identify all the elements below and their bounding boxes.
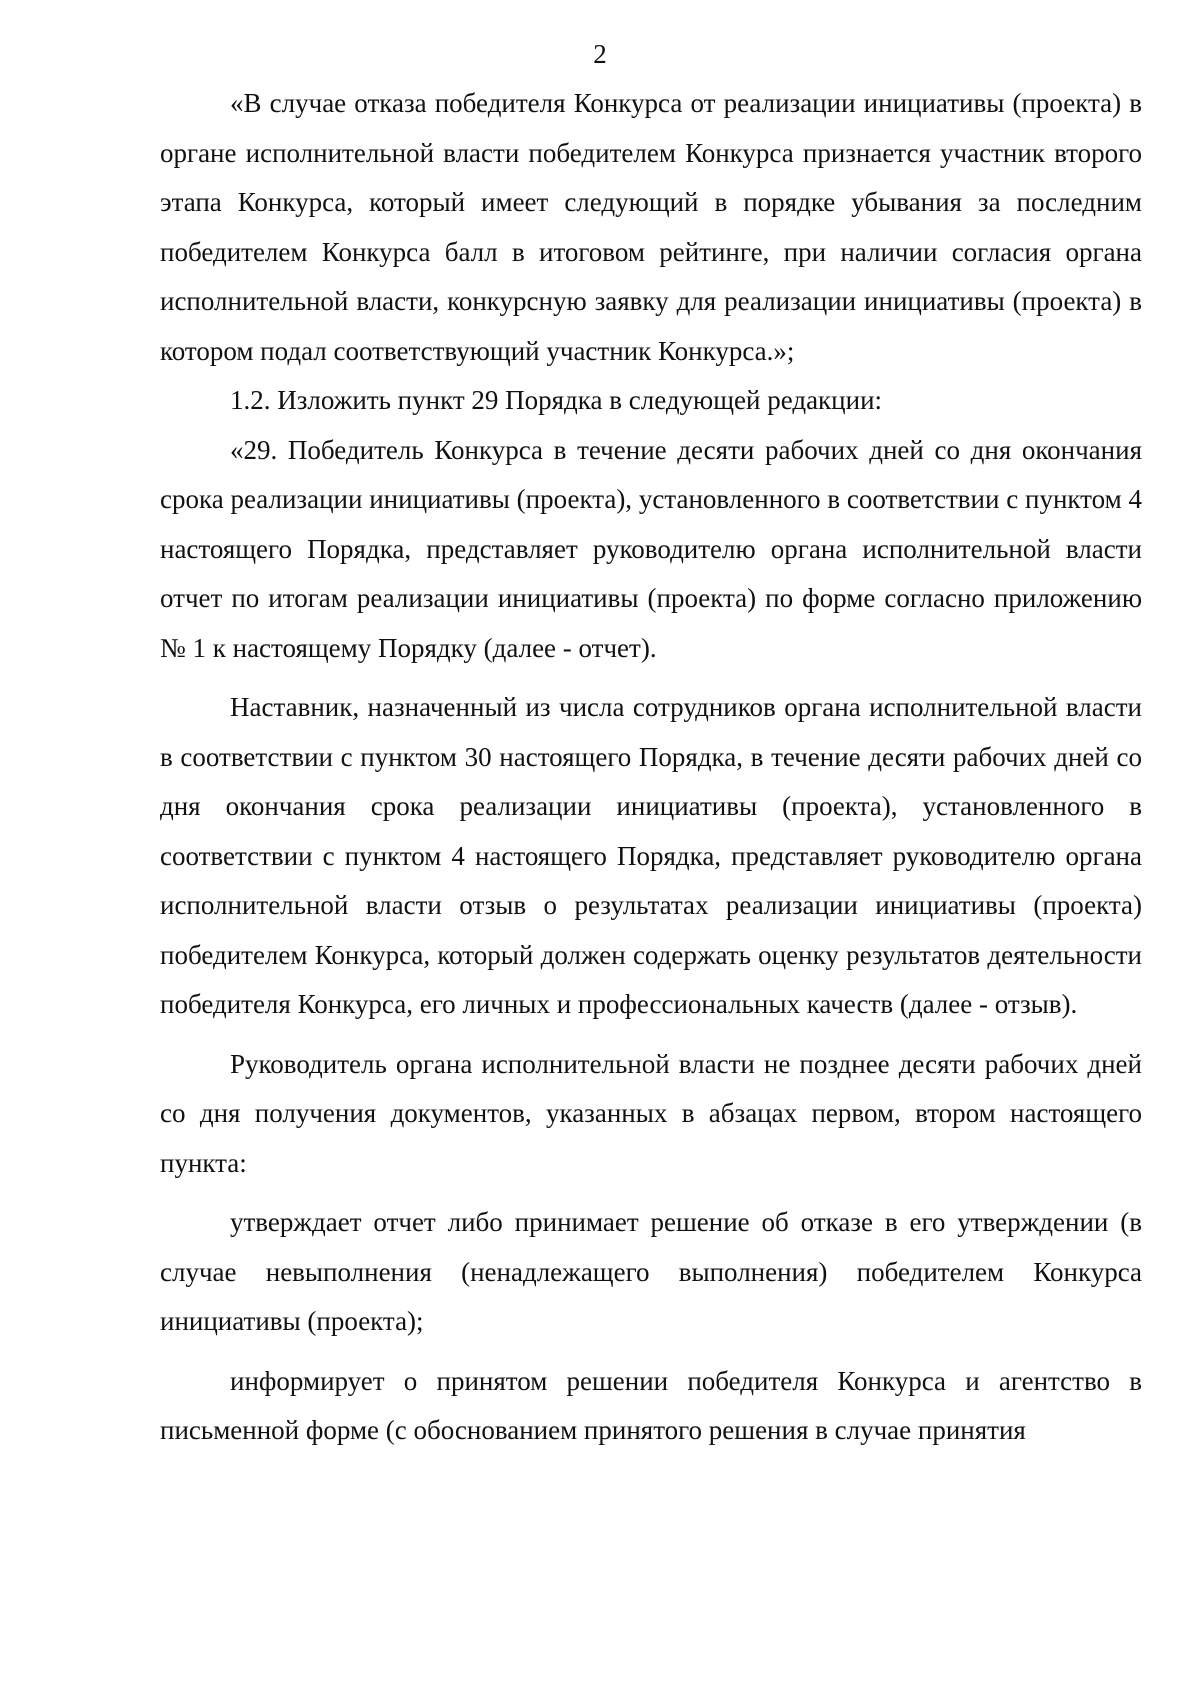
paragraph-clause-29: «29. Победитель Конкурса в течение десяти рабочих дней со дня окончания срока реализации инициативы (проекта), установленного в соответствии с пунктом 4 настоящего Порядка, представляет руководителю органа исполнительной власти отчет по итогам реализации инициативы (проекта) по форме согласно приложению № 1 к настоящему Порядку (далее - отчет). (160, 434, 1142, 663)
paragraph-approve-report: утверждает отчет либо принимает решение об отказе в его утверждении (в случае невыполнения (ненадлежащего выполнения) победителем Конкурса инициативы (проекта); (160, 1207, 1142, 1336)
paragraph-amendment-1-2: 1.2. Изложить пункт 29 Порядка в следующей редакции: (230, 385, 883, 415)
page-number: 2 (593, 39, 607, 69)
paragraph-head-actions: Руководитель органа исполнительной власти не позднее десяти рабочих дней со дня получения документов, указанных в абзацах первом, втором настоящего пункта: (160, 1048, 1142, 1178)
paragraph-mentor-review: Наставник, назначенный из числа сотрудников органа исполнительной власти в соответствии с пунктом 30 настоящего Порядка, в течение десяти рабочих дней со дня окончания срока реализации инициативы (проекта), установленного в соответствии с пунктом 4 настоящего Порядка, представляет руководителю органа исполнительной власти отзыв о результатах реализации инициативы (проекта) победителем Конкурса, который должен содержать оценку результатов деятельности победителя Конкурса, его личных и профессиональных качеств (далее - отзыв). (160, 692, 1142, 1019)
paragraph-refusal-clause: «В случае отказа победителя Конкурса от реализации инициативы (проекта) в органе исполнительной власти победителем Конкурса признается участник второго этапа Конкурса, который имеет следующий в порядке убывания за последним победителем Конкурса балл в итоговом рейтинге, при наличии согласия органа исполнительной власти, конкурсную заявку для реализации инициативы (проекта) в котором подал соответствующий участник Конкурса.»; (160, 88, 1142, 366)
document-body (160, 79, 1142, 1456)
paragraph-inform-decision: информирует о принятом решении победителя Конкурса и агентство в письменной форме (с обоснованием принятого решения в случае принятия (160, 1365, 1142, 1445)
